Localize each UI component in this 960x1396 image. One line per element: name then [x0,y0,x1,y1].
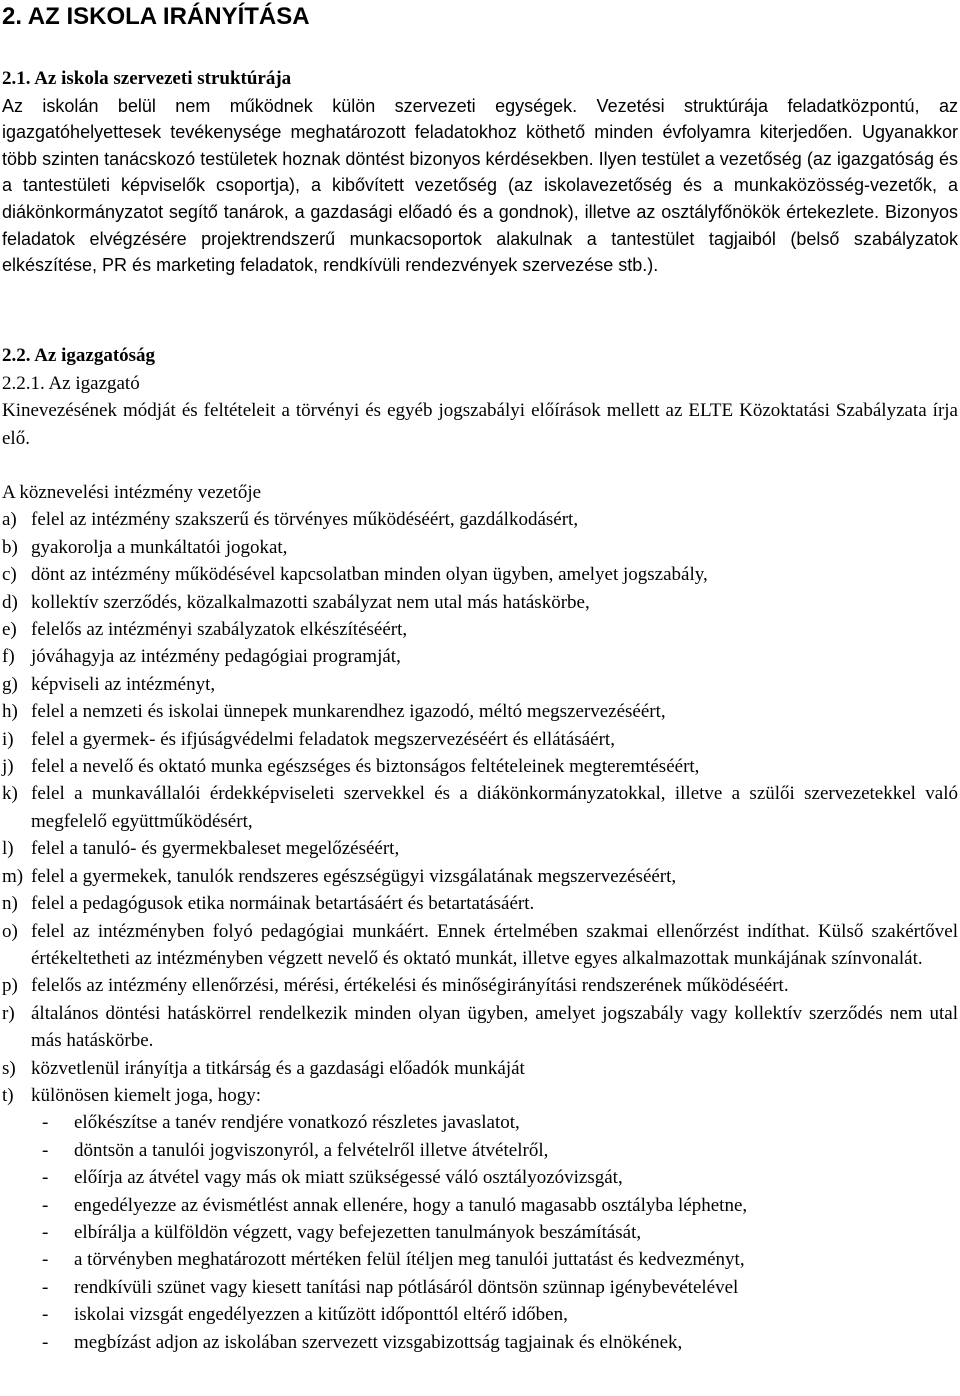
right-item-text: megbízást adjon az iskolában szervezett vizsgabizottság tagjainak és elnökének, [74,1331,683,1353]
duty-item [2,863,958,890]
right-item-marker: - [42,1249,49,1271]
right-item-text: döntsön a tanulói jogviszonyról, a felvételről illetve átvételről, [74,1139,549,1161]
duty-item-text: felel a munkavállalói érdekképviseleti szervekkel és a diákönkormányzatokkal, illetve a szülői szervezetekkel való megfelelő együttműködésért, [31,783,958,832]
right-item-text: előírja az átvétel vagy más ok miatt szükségessé váló osztályozóvizsgát, [74,1167,623,1189]
duty-item-text: jóváhagyja az intézmény pedagógiai programját, [31,646,401,668]
duty-item-marker: a) [2,509,17,531]
duty-item [2,698,958,725]
duty-item [2,835,958,862]
duty-item-text: kollektív szerződés, közalkalmazotti szabályzat nem utal más hatáskörbe, [31,591,590,613]
duty-item-marker: e) [2,619,17,641]
duty-item-text: felel az intézményben folyó pedagógiai munkáért. Ennek értelmében szakmai ellenőrzést indíthat. Külső szakértővel értékeltetheti az intézményben végzett nevelő és oktató munkát, illetve egyes alkalmazottak munkájának színvonalát. [31,920,958,969]
section-2-1 [2,66,958,279]
section-2-2-1-subtitle: 2.2.1. Az igazgató [2,372,140,394]
duty-item-text: felelős az intézmény ellenőrzési, mérési, értékelési és minőségirányítási rendszerének működéséért. [31,975,789,997]
duty-item-marker: j) [2,756,14,778]
duty-item-text: felel a gyermekek, tanulók rendszeres egészségügyi vizsgálatának megszervezéséért, [31,865,677,887]
duty-item-marker: m) [2,865,24,887]
duty-item-text: felel a nemzeti és iskolai ünnepek munkarendhez igazodó, méltó megszervezéséért, [31,701,666,723]
duty-item-marker: f) [2,646,15,668]
right-item-text: iskolai vizsgát engedélyezzen a kitűzött időponttól eltérő időben, [74,1304,568,1326]
duty-item-marker: h) [2,701,18,723]
duty-item-text: közvetlenül irányítja a titkárság és a gazdasági előadók munkáját [31,1057,525,1079]
right-item-marker: - [42,1304,49,1326]
duty-item-text: felel a tanuló- és gyermekbaleset megelőzéséért, [31,838,400,860]
duty-item-marker: r) [2,1002,15,1024]
chapter-title: 2. AZ ISKOLA IRÁNYÍTÁSA [2,3,310,30]
section-2-1-title: 2.1. Az iskola szervezeti struktúrája [2,68,292,89]
duty-item-text: gyakorolja a munkáltatói jogokat, [31,536,288,558]
right-item-text: rendkívüli szünet vagy kiesett tanítási nap pótlásáról döntsön szünnap igénybevételével [74,1276,739,1298]
duty-item-marker: c) [2,564,17,586]
right-item-text: elbírálja a külföldön végzett, vagy befejezetten tanulmányok beszámítását, [74,1221,642,1243]
duty-item [2,643,958,670]
duty-item [2,506,958,533]
duty-item [2,671,958,698]
rights-list [2,1109,958,1356]
right-item [42,1164,958,1191]
duty-item [2,972,958,999]
right-item [42,1137,958,1164]
right-item-marker: - [42,1221,49,1243]
right-item-marker: - [42,1139,49,1161]
right-item-marker: - [42,1194,49,1216]
duty-item-text: különösen kiemelt joga, hogy: [31,1084,262,1106]
right-item [42,1219,958,1246]
duty-item [2,1055,958,1082]
section-2-2-1-body: Kinevezésének módját és feltételeit a törvényi és egyéb jogszabályi előírások mellett az ELTE Közoktatási Szabályzata írja elő. [2,400,958,449]
duty-item [2,726,958,753]
duty-item-marker: o) [2,920,18,942]
right-item-text: engedélyezze az évismétlést annak ellenére, hogy a tanuló magasabb osztályba léphetne, [74,1194,748,1216]
duty-list [2,506,958,1109]
duty-item-marker: n) [2,893,18,915]
right-item-marker: - [42,1112,49,1134]
duty-item-text: képviseli az intézményt, [31,673,216,695]
duty-item-marker: i) [2,728,14,750]
right-item [42,1329,958,1356]
right-item-text: előkészítse a tanév rendjére vonatkozó részletes javaslatot, [74,1112,520,1134]
duties-intro: A köznevelési intézmény vezetője [2,482,262,503]
duty-item-text: felel a gyermek- és ifjúságvédelmi feladatok megszervezéséért és ellátásáért, [31,728,615,750]
duty-item [2,561,958,588]
duty-item [2,1082,958,1109]
duty-item [2,918,958,973]
duty-item-text: dönt az intézmény működésével kapcsolatban minden olyan ügyben, amelyet jogszabály, [31,564,708,586]
duty-item [2,890,958,917]
duty-item [2,589,958,616]
section-2-1-body: Az iskolán belül nem működnek külön szervezeti egységek. Vezetési struktúrája feladatközpontú, az igazgatóhelyettesek tevékenysége meghatározott feladatokhoz köthető minden évfolyamra kiterjedően. Ugyanakkor több szinten tanácskozó testületek hoznak döntést bizonyos kérdésekben. Ilyen testület a vezetőség (az igazgatóság és a tantestületi képviselők csoportja), a kibővített vezetőség (az iskolavezetőség és a munkaközösség-vezetők, a diákönkormányzatot segítő tanárok, a gazdasági előadó és a gondnok), illetve az osztályfőnökök értekezlete. Bizonyos feladatok elvégzésére projektrendszerű munkacsoportok alakulnak a tantestület tagjaiból (belső szabályzatok elkészítése, PR és marketing feladatok, rendkívüli rendezvények szervezése stb.). [2,95,958,276]
duty-item-text: általános döntési hatáskörrel rendelkezik minden olyan ügyben, amelyet jogszabály vagy kollektív szerződés nem utal más hatáskörbe. [31,1002,958,1052]
right-item-marker: - [42,1167,49,1189]
duty-item-marker: d) [2,591,18,613]
duty-item [2,534,958,561]
duty-item-text: felel a nevelő és oktató munka egészséges és biztonságos feltételeinek megteremtéséért, [31,756,700,778]
duty-item-text: felelős az intézményi szabályzatok elkészítéséért, [31,619,408,641]
duty-item [2,616,958,643]
duty-item [2,1000,958,1055]
director-duties [2,479,958,1356]
duty-item-marker: p) [2,975,18,997]
duty-item-marker: k) [2,783,18,805]
right-item [42,1109,958,1136]
duty-item-marker: l) [2,838,14,860]
duty-item-marker: b) [2,536,18,558]
right-item-text: a törvényben meghatározott mértéken felül ítéljen meg tanulói juttatást és kedvezményt, [74,1249,745,1271]
section-2-2-title: 2.2. Az igazgatóság [2,345,156,366]
right-item [42,1192,958,1219]
section-2-2 [2,342,958,452]
right-item [42,1274,958,1301]
duty-item [2,780,958,835]
duty-item [2,753,958,780]
duty-item-marker: t) [2,1084,14,1106]
duty-item-text: felel az intézmény szakszerű és törvényes működéséért, gazdálkodásért, [31,509,579,531]
right-item-marker: - [42,1331,49,1353]
duty-item-text: felel a pedagógusok etika normáinak betartásáért és betartatásáért. [31,893,535,915]
duty-item-marker: g) [2,673,18,695]
duty-item-marker: s) [2,1057,16,1079]
right-item [42,1246,958,1273]
right-item [42,1301,958,1328]
right-item-marker: - [42,1276,49,1298]
